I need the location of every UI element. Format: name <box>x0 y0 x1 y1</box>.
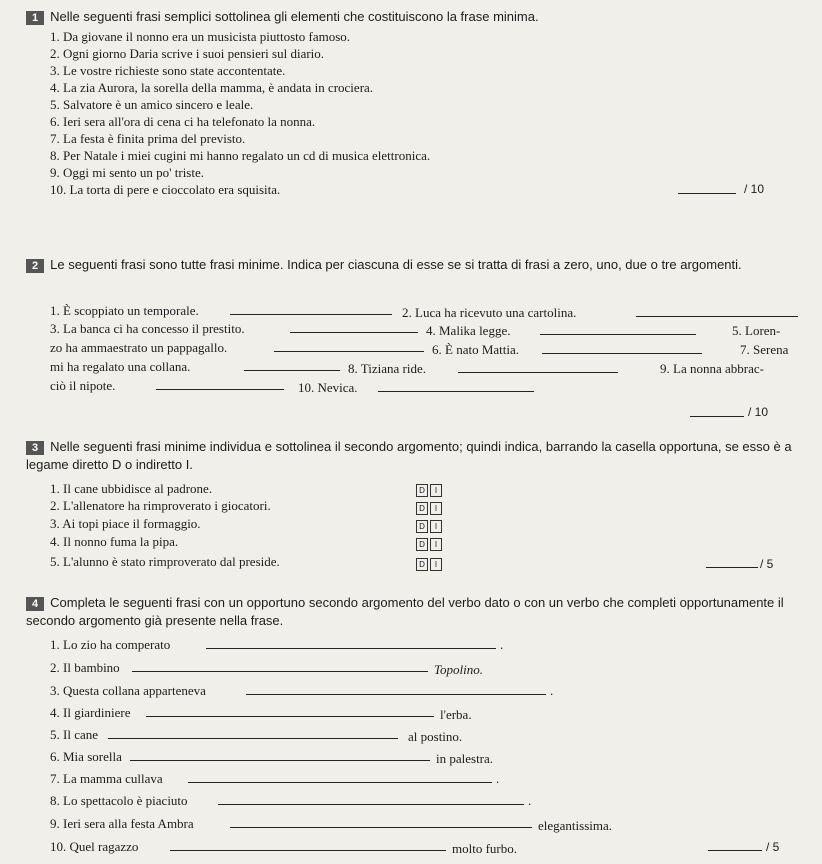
exercise-3-score: / 5 <box>760 557 774 571</box>
exercise-2-answer-blank[interactable] <box>636 304 798 322</box>
exercise-1-sentence: 5. Salvatore è un amico sincero e leale. <box>50 97 254 112</box>
exercise-2-answer-blank[interactable] <box>458 360 618 378</box>
exercise-1-sentence: 3. Le vostre richieste sono state accontentate. <box>50 63 286 78</box>
exercise-4-answer-blank[interactable] <box>188 770 492 788</box>
exercise-4-row: 8. Lo spettacolo è piaciuto <box>50 793 188 808</box>
exercise-2-answer-blank[interactable] <box>290 320 418 338</box>
exercise-3-instruction <box>26 438 802 474</box>
exercise-3-badge: 3 <box>26 441 44 455</box>
exercise-1-badge: 1 <box>26 11 44 25</box>
exercise-2-score-blank[interactable] <box>690 404 744 422</box>
exercise-2-item: 8. Tiziana ride. <box>348 361 426 376</box>
exercise-2-item: ciò il nipote. <box>50 378 116 393</box>
exercise-1-sentence: 8. Per Natale i miei cugini mi hanno regalato un cd di musica elettronica. <box>50 148 431 163</box>
exercise-2-item: 10. Nevica. <box>298 380 358 395</box>
exercise-4-row: 4. Il giardiniere <box>50 705 131 720</box>
exercise-4-answer-blank[interactable] <box>206 636 496 654</box>
exercise-3-sentence: 2. L'allenatore ha rimproverato i giocatori. <box>50 498 271 513</box>
exercise-3-options <box>416 555 444 573</box>
direct-checkbox[interactable]: D <box>416 484 428 497</box>
exercise-2-item: zo ha ammaestrato un pappagallo. <box>50 340 228 355</box>
exercise-4-instruction <box>26 594 806 630</box>
exercise-4-row-end: al postino. <box>408 729 463 744</box>
exercise-2-answer-blank[interactable] <box>156 377 284 395</box>
exercise-4-row-end: molto furbo. <box>452 841 517 856</box>
exercise-4-answer-blank[interactable] <box>108 726 398 744</box>
exercise-2-instruction <box>26 256 802 274</box>
exercise-1-score-blank[interactable] <box>678 181 738 199</box>
exercise-1-sentence: 4. La zia Aurora, la sorella della mamma, è andata in crociera. <box>50 80 374 95</box>
exercise-4-answer-blank[interactable] <box>170 838 446 856</box>
exercise-4-row-end: . <box>496 771 500 786</box>
exercise-4-row-end: in palestra. <box>436 751 494 766</box>
indirect-checkbox[interactable]: I <box>430 484 442 497</box>
exercise-1-sentence: 6. Ieri sera all'ora di cena ci ha telefonato la nonna. <box>50 114 316 129</box>
exercise-3-sentence: 5. L'alunno è stato rimproverato dal preside. <box>50 554 280 569</box>
exercise-2-answer-blank[interactable] <box>542 341 702 359</box>
exercise-2-answer-blank[interactable] <box>244 358 340 376</box>
direct-checkbox[interactable]: D <box>416 538 428 551</box>
exercise-2-item: 9. La nonna abbrac- <box>660 361 764 376</box>
indirect-checkbox[interactable]: I <box>430 538 442 551</box>
exercise-3-sentence: 4. Il nonno fuma la pipa. <box>50 534 179 549</box>
exercise-3-options <box>416 499 444 517</box>
indirect-checkbox[interactable]: I <box>430 558 442 571</box>
exercise-4-score: / 5 <box>766 840 780 854</box>
exercise-4-row-end: elegantissima. <box>538 818 613 833</box>
exercise-2-answer-blank[interactable] <box>540 322 696 340</box>
direct-checkbox[interactable]: D <box>416 502 428 515</box>
exercise-4-row-end: . <box>550 683 554 698</box>
exercise-4-row: 5. Il cane <box>50 727 99 742</box>
exercise-4-answer-blank[interactable] <box>146 704 434 722</box>
exercise-4-answer-blank[interactable] <box>130 748 430 766</box>
exercise-1-sentence: 9. Oggi mi sento un po' triste. <box>50 165 205 180</box>
exercise-1-sentence: 1. Da giovane il nonno era un musicista piuttosto famoso. <box>50 29 351 44</box>
exercise-1-instruction <box>26 8 806 26</box>
exercise-4-score-blank[interactable] <box>708 838 762 856</box>
exercise-4-answer-blank[interactable] <box>218 792 524 810</box>
exercise-2-score: / 10 <box>748 405 769 419</box>
exercise-4-row-end: Topolino. <box>434 662 484 677</box>
exercise-4-row-end: . <box>528 793 532 808</box>
exercise-4-row: 2. Il bambino <box>50 660 120 675</box>
exercise-4-row: 7. La mamma cullava <box>50 771 163 786</box>
exercise-4-answer-blank[interactable] <box>132 659 428 677</box>
exercise-3-sentence: 1. Il cane ubbidisce al padrone. <box>50 481 213 496</box>
exercise-2-instruction-text: Le seguenti frasi sono tutte frasi minime. Indica per ciascuna di esse se si tratta di frasi a zero, uno, due o tre argomenti. <box>50 257 742 272</box>
exercise-2-item: 2. Luca ha ricevuto una cartolina. <box>402 305 577 320</box>
exercise-3-instruction-text: Nelle seguenti frasi minime individua e sottolinea il secondo argomento; quindi indica, barrando la casella opportuna, se esso è a legame diretto D o indiretto I. <box>26 439 792 472</box>
exercise-4-row: 1. Lo zio ha comperato <box>50 637 171 652</box>
indirect-checkbox[interactable]: I <box>430 520 442 533</box>
exercise-2-item: mi ha regalato una collana. <box>50 359 191 374</box>
exercise-1-score: / 10 <box>744 182 765 196</box>
exercise-2-answer-blank[interactable] <box>274 339 424 357</box>
exercise-2-item: 5. Loren- <box>732 323 781 338</box>
exercise-1-sentence: 2. Ogni giorno Daria scrive i suoi pensieri sul diario. <box>50 46 325 61</box>
indirect-checkbox[interactable]: I <box>430 502 442 515</box>
exercise-3-options <box>416 481 444 499</box>
exercise-4-row: 9. Ieri sera alla festa Ambra <box>50 816 194 831</box>
exercise-2-item: 4. Malika legge. <box>426 323 511 338</box>
exercise-3-options <box>416 517 444 535</box>
exercise-4-row-end: l'erba. <box>440 707 472 722</box>
exercise-1-sentence: 7. La festa è finita prima del previsto. <box>50 131 246 146</box>
exercise-4-badge: 4 <box>26 597 44 611</box>
exercise-4-row: 6. Mia sorella <box>50 749 122 764</box>
exercise-2-item: 3. La banca ci ha concesso il prestito. <box>50 321 245 336</box>
exercise-3-options <box>416 535 444 553</box>
exercise-2-badge: 2 <box>26 259 44 273</box>
exercise-4-row-end: . <box>500 637 504 652</box>
exercise-3-score-blank[interactable] <box>706 555 758 573</box>
exercise-2-item: 7. Serena <box>740 342 789 357</box>
exercise-3-sentence: 3. Ai topi piace il formaggio. <box>50 516 201 531</box>
exercise-4-row: 10. Quel ragazzo <box>50 839 139 854</box>
direct-checkbox[interactable]: D <box>416 520 428 533</box>
exercise-4-instruction-text: Completa le seguenti frasi con un opportuno secondo argomento del verbo dato o con un verbo che completi opportunamente il secondo argomento già presente nella frase. <box>26 595 784 628</box>
exercise-4-row: 3. Questa collana apparteneva <box>50 683 206 698</box>
exercise-2-item: 6. È nato Mattia. <box>432 342 520 357</box>
exercise-4-answer-blank[interactable] <box>246 682 546 700</box>
direct-checkbox[interactable]: D <box>416 558 428 571</box>
exercise-2-answer-blank[interactable] <box>378 379 534 397</box>
exercise-2-item: 1. È scoppiato un temporale. <box>50 303 199 318</box>
exercise-1-instruction-text: Nelle seguenti frasi semplici sottolinea gli elementi che costituiscono la frase minima. <box>50 9 539 24</box>
exercise-1-sentence: 10. La torta di pere e cioccolato era squisita. <box>50 182 281 197</box>
exercise-4-answer-blank[interactable] <box>230 815 532 833</box>
exercise-2-answer-blank[interactable] <box>230 302 392 320</box>
